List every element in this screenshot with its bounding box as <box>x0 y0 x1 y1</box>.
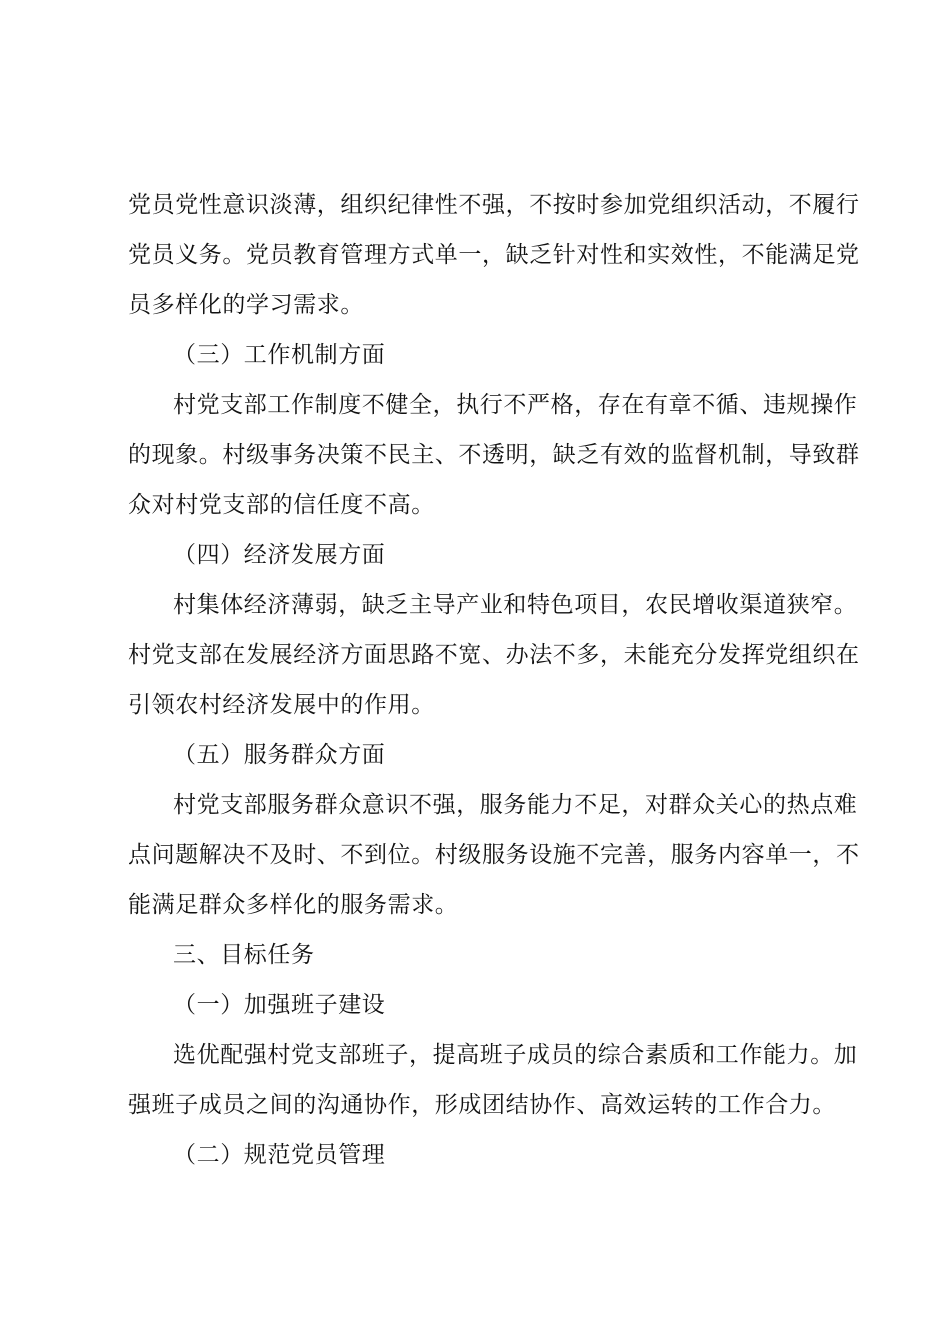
paragraph-line: 党员党性意识淡薄，组织纪律性不强，不按时参加党组织活动，不履行 <box>128 192 860 218</box>
paragraph-line: 点问题解决不及时、不到位。村级服务设施不完善，服务内容单一，不 <box>128 842 860 868</box>
paragraph-line: 的现象。村级事务决策不民主、不透明，缺乏有效的监督机制，导致群 <box>128 442 860 468</box>
section-heading: （四）经济发展方面 <box>173 542 386 568</box>
paragraph-line: 村党支部服务群众意识不强，服务能力不足，对群众关心的热点难 <box>173 792 858 818</box>
paragraph-line: 村党支部在发展经济方面思路不宽、办法不多，未能充分发挥党组织在 <box>128 642 860 668</box>
paragraph-line: 能满足群众多样化的服务需求。 <box>128 892 459 918</box>
paragraph-line: 员多样化的学习需求。 <box>128 292 364 318</box>
paragraph-line: 党员义务。党员教育管理方式单一，缺乏针对性和实效性，不能满足党 <box>128 242 860 268</box>
paragraph-line: 众对村党支部的信任度不高。 <box>128 492 435 518</box>
chapter-heading: 三、目标任务 <box>173 942 315 968</box>
section-heading: （二）规范党员管理 <box>173 1142 386 1168</box>
section-heading: （一）加强班子建设 <box>173 992 386 1018</box>
section-heading: （三）工作机制方面 <box>173 342 386 368</box>
paragraph-line: 强班子成员之间的沟通协作，形成团结协作、高效运转的工作合力。 <box>128 1092 836 1118</box>
paragraph-line: 选优配强村党支部班子，提高班子成员的综合素质和工作能力。加 <box>173 1042 858 1068</box>
paragraph-line: 村党支部工作制度不健全，执行不严格，存在有章不循、违规操作 <box>173 392 858 418</box>
paragraph-line: 村集体经济薄弱，缺乏主导产业和特色项目，农民增收渠道狭窄。 <box>173 592 858 618</box>
section-heading: （五）服务群众方面 <box>173 742 386 768</box>
paragraph-line: 引领农村经济发展中的作用。 <box>128 692 435 718</box>
